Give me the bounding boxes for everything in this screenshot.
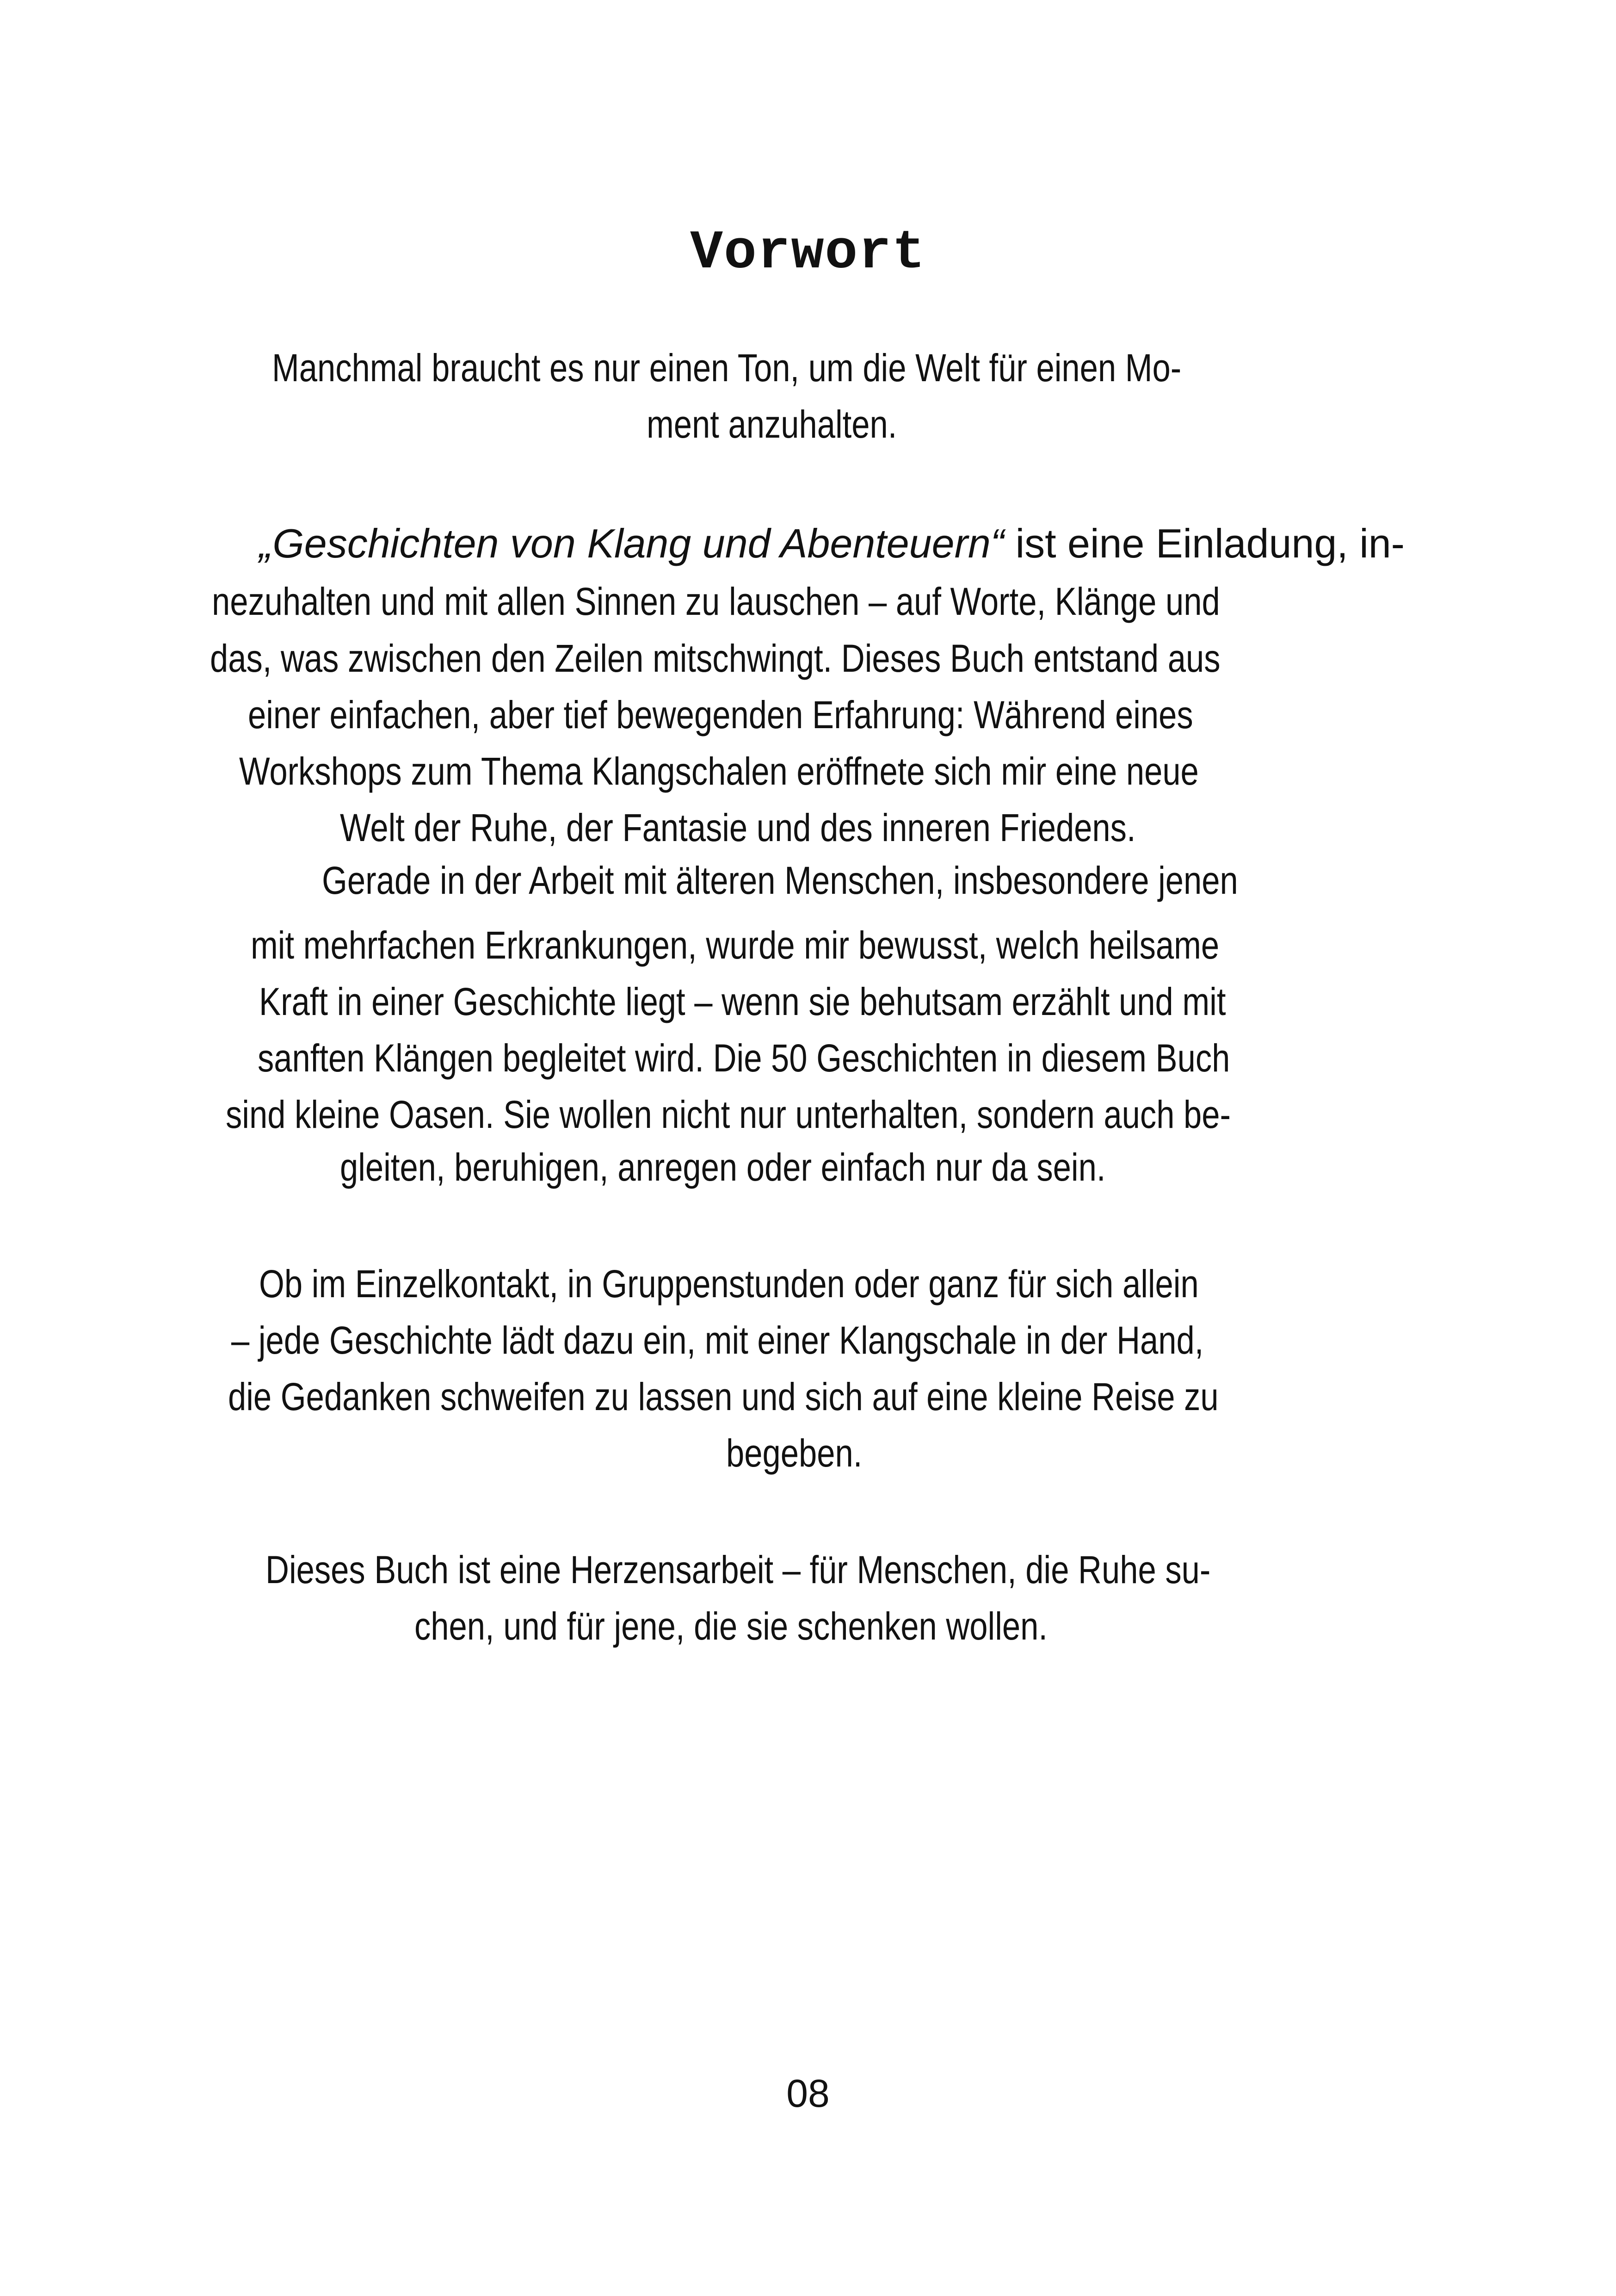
- paragraph-2-line-4: einer einfachen, aber tief bewegenden Erfahrung: Während eines: [248, 693, 1193, 736]
- paragraph-2-line-8: mit mehrfachen Erkrankungen, wurde mir bewusst, welch heilsame: [251, 923, 1220, 967]
- paragraph-2-line-7: Gerade in der Arbeit mit älteren Menschen, insbesondere jenen: [322, 859, 1238, 902]
- paragraph-2-line-3: das, was zwischen den Zeilen mitschwingt. Dieses Buch entstand aus: [210, 637, 1221, 680]
- paragraph-2-line-11: sind kleine Oasen. Sie wollen nicht nur unterhalten, sondern auch be-: [226, 1093, 1231, 1136]
- book-title: „Geschichten von Klang und Abenteuern“: [259, 520, 1005, 566]
- paragraph-2-line-10: sanften Klängen begleitet wird. Die 50 Geschichten in diesem Buch: [258, 1036, 1230, 1080]
- paragraph-2-line-6: Welt der Ruhe, der Fantasie und des inneren Friedens.: [340, 806, 1136, 849]
- paragraph-3-line-4: begeben.: [726, 1431, 863, 1475]
- paragraph-1-line-1: Manchmal braucht es nur einen Ton, um die Welt für einen Mo-: [272, 346, 1182, 390]
- paragraph-4-line-1: Dieses Buch ist eine Herzensarbeit – für Menschen, die Ruhe su-: [265, 1548, 1211, 1591]
- page-number: 08: [786, 2072, 830, 2115]
- paragraph-2-line-1: [259, 518, 1405, 569]
- paragraph-3-line-1: Ob im Einzelkontakt, in Gruppenstunden oder ganz für sich allein: [259, 1262, 1199, 1306]
- paragraph-1-line-2: ment anzuhalten.: [647, 402, 897, 446]
- paragraph-2-line-12: gleiten, beruhigen, anregen oder einfach nur da sein.: [340, 1145, 1106, 1189]
- paragraph-2-line-2: nezuhalten und mit allen Sinnen zu lauschen – auf Worte, Klänge und: [212, 580, 1220, 623]
- paragraph-3-line-3: die Gedanken schweifen zu lassen und sich auf eine kleine Reise zu: [228, 1375, 1219, 1418]
- paragraph-2-line-5: Workshops zum Thema Klangschalen eröffnete sich mir eine neue: [239, 749, 1199, 793]
- paragraph-3-line-2: – jede Geschichte lädt dazu ein, mit einer Klangschale in der Hand,: [231, 1318, 1204, 1362]
- paragraph-4-line-2: chen, und für jene, die sie schenken wollen.: [414, 1604, 1048, 1648]
- paragraph-2-line-9: Kraft in einer Geschichte liegt – wenn sie behutsam erzählt und mit: [259, 980, 1226, 1023]
- page-title: Vorwort: [690, 223, 926, 284]
- paragraph-2-line-1-rest: ist eine Einladung, in-: [1004, 520, 1405, 566]
